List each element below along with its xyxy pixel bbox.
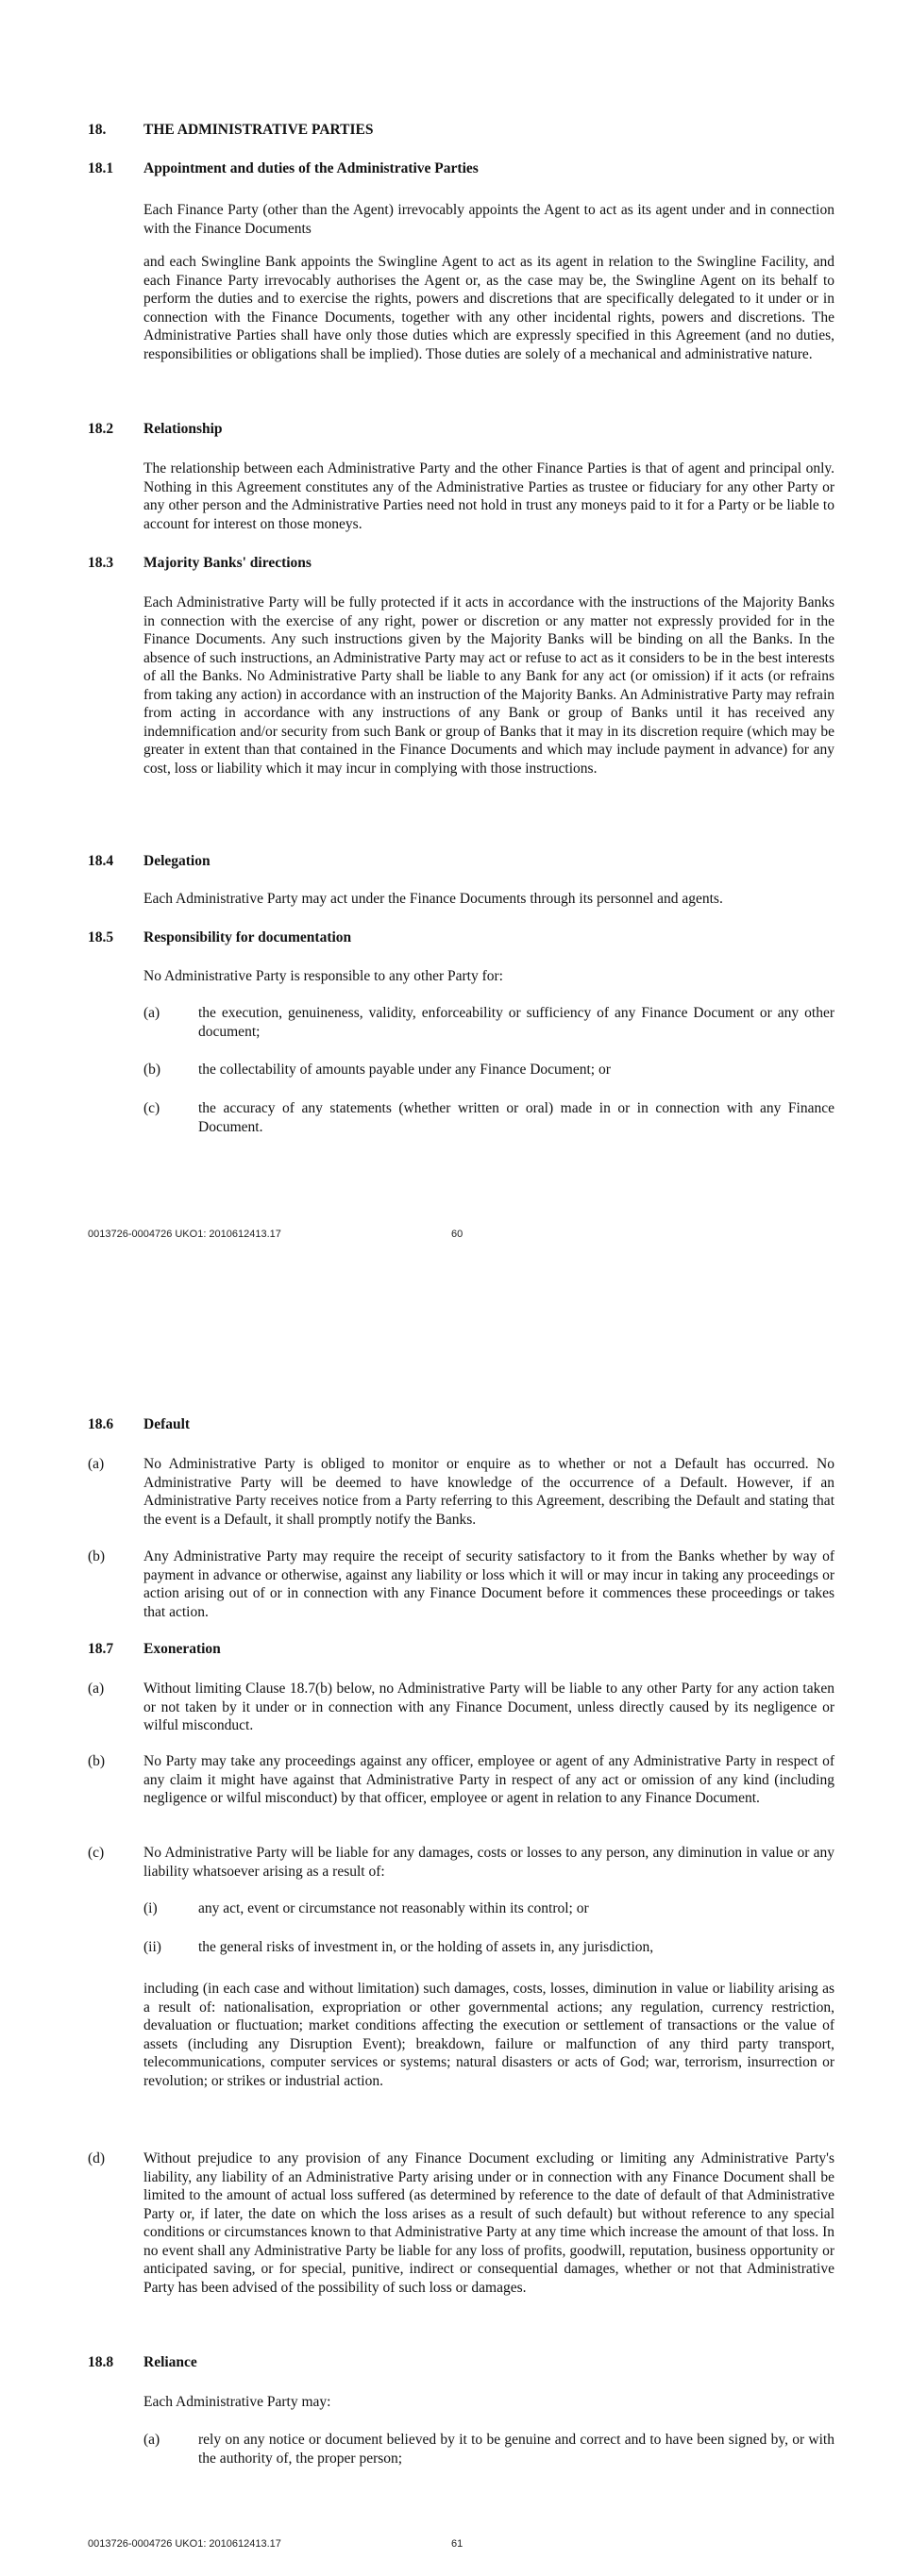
clause-18-5-number: 18.5 [88,929,114,945]
clause-18-1-paragraph-1: Each Finance Party (other than the Agent) irrevocably appoints the Agent to act as its agent under and in connection with the Finance Documents [143,202,834,237]
list-marker: (d) [88,2150,106,2166]
clause-18-5-heading: Responsibility for documentation [143,929,352,945]
list-item-text: the collectability of amounts payable under any Finance Document; or [198,1062,611,1078]
clause-18-4-heading: Delegation [143,853,211,869]
clause-18-1-paragraph-2: and each Swingline Bank appoints the Swingline Agent to act as its agent in relation to the Swingline Facility, and each Finance Party irrevocably authorises the Agent or, as the case may be, the Swingline Agent on its behalf to perform the duties and to exercise the rights, powers and discretions that are specifically delegated to it under or in connection with the Finance Documents, together with any other incidental rights, powers and discretions. The Administrative Parties shall have only those duties which are expressly specified in this Agreement (and no duties, responsibilities or obligations shall be implied). Those duties are solely of a mechanical and administrative nature. [143,254,834,362]
list-marker: (b) [88,1753,106,1769]
sublist-marker: (ii) [143,1939,161,1955]
list-item-text: No Administrative Party is obliged to monitor or enquire as to whether or not a Default has occurred. No Administrative Party will be deemed to have knowledge of the occurrence of a Default. However, if an Administrative Party receives notice from a Party referring to this Agreement, describing the Default and stating that the event is a Default, it shall promptly notify the Banks. [143,1456,834,1528]
clause-18-6-number: 18.6 [88,1416,114,1432]
list-item-text: Any Administrative Party may require the receipt of security satisfactory to it from the Banks whether by way of payment in advance or otherwise, against any liability or loss which it will or may incur in taking any proceedings or action arising out of or in connection with any Finance Document before it commences these proceedings or takes that action. [143,1548,834,1620]
list-marker: (a) [88,1681,105,1697]
clause-18-3-heading: Majority Banks' directions [143,555,312,571]
clause-18-1-number: 18.1 [88,160,114,176]
footer-reference: 0013726-0004726 UKO1: 2010612413.17 [88,1229,281,1240]
clause-18-5-intro: No Administrative Party is responsible to any other Party for: [143,968,503,984]
clause-18-2-paragraph: The relationship between each Administrative Party and the other Finance Parties is that of agent and principal only. Nothing in this Agreement constitutes any of the Administrative Parties as trustee or fiduciary for any other Party or any other person and the Administrative Parties need not hold in trust any moneys paid to it for a Party or be liable to account for interest on those moneys. [143,460,834,532]
clause-18-6-heading: Default [143,1416,191,1432]
clause-18-7-number: 18.7 [88,1641,114,1657]
list-item-text: No Party may take any proceedings against any officer, employee or agent of any Administrative Party in respect of any claim it might have against that Administrative Party in respect of any act or omission of any kind (including negligence or wilful misconduct) by that officer, employee or agent in relation to any Finance Document. [143,1753,834,1806]
list-marker: (b) [143,1062,161,1078]
sublist-marker: (i) [143,1900,158,1916]
clause-18-4-number: 18.4 [88,853,114,869]
document-page-61 [0,1387,910,2576]
footer-reference: 0013726-0004726 UKO1: 2010612413.17 [88,2538,281,2550]
section-number: 18. [88,122,107,138]
list-marker: (a) [143,2432,160,2448]
list-marker: (a) [88,1456,105,1472]
clause-18-8-number: 18.8 [88,2354,114,2370]
clause-18-2-heading: Relationship [143,421,223,437]
list-marker: (c) [88,1845,105,1861]
list-item-text: the execution, genuineness, validity, enforceability or sufficiency of any Finance Document or any other document; [198,1005,834,1040]
page-number: 60 [451,1229,463,1240]
list-item-text: the accuracy of any statements (whether written or oral) made in or in connection with any Finance Document. [198,1100,834,1135]
clause-18-7-heading: Exoneration [143,1641,221,1657]
clause-18-7-c-continuation: including (in each case and without limitation) such damages, costs, losses, diminution in value or liability arising as a result of: nationalisation, expropriation or other governmental actions; any regulation, currency restriction, devaluation or fluctuation; market conditions affecting the execution or settlement of transactions or the value of assets (including any Disruption Event); breakdown, failure or malfunction of any third party transport, telecommunications, computer services or systems; natural disasters or acts of God; war, terrorism, insurrection or revolution; or strikes or industrial action. [143,1981,834,2089]
clause-18-3-number: 18.3 [88,555,114,571]
sublist-item-text: any act, event or circumstance not reasonably within its control; or [198,1900,589,1916]
clause-18-1-heading: Appointment and duties of the Administrative Parties [143,160,479,176]
clause-18-2-number: 18.2 [88,421,114,437]
clause-18-3-paragraph: Each Administrative Party will be fully protected if it acts in accordance with the instructions of the Majority Banks in connection with the exercise of any right, power or discretion or any matter not expressly provided for in the Finance Documents. Any such instructions given by the Majority Banks will be binding on all the Banks. In the absence of such instructions, an Administrative Party may act or refuse to act as it considers to be in the best interests of all the Banks. No Administrative Party shall be liable to any Bank for any act (or omission) if it acts (or refrains from taking any action) in accordance with an instruction of the Majority Banks. An Administrative Party may refrain from acting in accordance with any instructions of any Bank or group of Banks until it has received any indemnification and/or security from such Bank or group of Banks that it may in its discretion require (which may be greater in extent than that contained in the Finance Documents and which may include payment in advance) for any cost, loss or liability which it may incur in complying with those instructions. [143,594,834,777]
list-marker: (c) [143,1100,160,1116]
list-item-text: Without prejudice to any provision of any Finance Document excluding or limiting any Administrative Party's liability, any liability of an Administrative Party arising under or in connection with any Finance Document shall be limited to the amount of actual loss suffered (as determined by reference to the date of default of that Administrative Party or, if later, the date on which the loss arises as a result of such default) but without reference to any special conditions or circumstances known to that Administrative Party at any time which increase the amount of that loss. In no event shall any Administrative Party be liable for any loss of profits, goodwill, reputation, business opportunity or anticipated saving, or for special, punitive, indirect or consequential damages, whether or not that Administrative Party has been advised of the possibility of such loss or damages. [143,2150,834,2296]
document-page-60 [0,0,910,1264]
list-marker: (b) [88,1548,106,1564]
list-marker: (a) [143,1005,160,1021]
list-item-text: rely on any notice or document believed by it to be genuine and correct and to have been signed by, or with the authority of, the proper person; [198,2432,834,2467]
list-item-text: Without limiting Clause 18.7(b) below, no Administrative Party will be liable to any other Party for any action taken or not taken by it under or in connection with any Finance Document, unless directly caused by its negligence or wilful misconduct. [143,1681,834,1733]
list-item-text: No Administrative Party will be liable for any damages, costs or losses to any person, any diminution in value or any liability whatsoever arising as a result of: [143,1845,834,1880]
clause-18-8-heading: Reliance [143,2354,197,2370]
page-number: 61 [451,2538,463,2550]
section-title: THE ADMINISTRATIVE PARTIES [143,122,374,138]
clause-18-4-paragraph: Each Administrative Party may act under the Finance Documents through its personnel and agents. [143,891,723,907]
sublist-item-text: the general risks of investment in, or the holding of assets in, any jurisdiction, [198,1939,654,1955]
clause-18-8-intro: Each Administrative Party may: [143,2394,331,2410]
